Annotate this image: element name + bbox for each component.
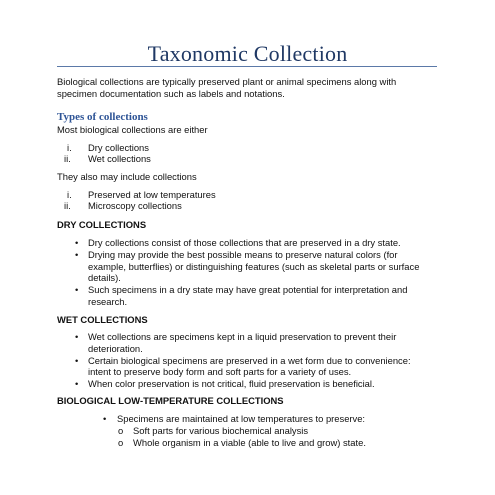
wet-bullet-2: • bbox=[75, 355, 79, 366]
types2-item-1: Preserved at low temperatures bbox=[88, 189, 216, 200]
low-line-1: Specimens are maintained at low temperatures to preserve: bbox=[117, 413, 366, 424]
dry-line-2: Drying may provide the best possible means to preserve natural colors (for bbox=[88, 249, 398, 260]
wet-line-4: intent to preserve body form and soft parts for a variety of uses. bbox=[88, 366, 352, 377]
dry-line-3: example, butterflies) or distinguishing features (such as skeletal parts or surface bbox=[88, 261, 420, 272]
types-num-1: i. bbox=[67, 142, 72, 153]
wet-bullet-1: • bbox=[75, 331, 79, 342]
types-lead: Most biological collections are either bbox=[57, 124, 208, 135]
dry-line-6: research. bbox=[88, 296, 128, 307]
page-title: Taxonomic Collection bbox=[147, 41, 348, 66]
low-temp-heading: BIOLOGICAL LOW-TEMPERATURE COLLECTIONS bbox=[57, 395, 284, 406]
types-item-1: Dry collections bbox=[88, 142, 149, 153]
dry-bullet-1: • bbox=[75, 237, 79, 248]
types-item-2: Wet collections bbox=[88, 153, 151, 164]
wet-line-1: Wet collections are specimens kept in a liquid preservation to prevent their bbox=[88, 331, 397, 342]
wet-line-5: When color preservation is not critical, fluid preservation is beneficial. bbox=[88, 378, 375, 389]
types-num-2: ii. bbox=[64, 153, 71, 164]
low-bullet: • bbox=[103, 413, 107, 424]
dry-line-4: details). bbox=[88, 272, 121, 283]
wet-bullet-3: • bbox=[75, 378, 79, 389]
wet-line-2: deterioration. bbox=[88, 343, 143, 354]
types2-num-2: ii. bbox=[64, 200, 71, 211]
types-lead-2: They also may include collections bbox=[57, 171, 197, 182]
title-underline bbox=[57, 66, 437, 67]
intro-line-1: Biological collections are typically preserved plant or animal specimens along with bbox=[57, 76, 397, 87]
wet-heading: WET COLLECTIONS bbox=[57, 314, 148, 325]
dry-heading: DRY COLLECTIONS bbox=[57, 219, 147, 230]
dry-line-5: Such specimens in a dry state may have great potential for interpretation and bbox=[88, 284, 408, 295]
wet-line-3: Certain biological specimens are preserved in a wet form due to convenience: bbox=[88, 355, 411, 366]
low-sub-1: Soft parts for various biochemical analysis bbox=[133, 425, 309, 436]
dry-bullet-2: • bbox=[75, 249, 79, 260]
dry-bullet-3: • bbox=[75, 284, 79, 295]
types-heading: Types of collections bbox=[57, 111, 148, 123]
dry-line-1: Dry collections consist of those collections that are preserved in a dry state. bbox=[88, 237, 401, 248]
types2-num-1: i. bbox=[67, 189, 72, 200]
types2-item-2: Microscopy collections bbox=[88, 200, 182, 211]
low-sub-2: Whole organism in a viable (able to live and grow) state. bbox=[133, 437, 366, 448]
intro-line-2: specimen documentation such as labels and notations. bbox=[57, 88, 285, 99]
low-sub-bullet-2: o bbox=[118, 437, 124, 448]
low-sub-bullet-1: o bbox=[118, 425, 124, 436]
